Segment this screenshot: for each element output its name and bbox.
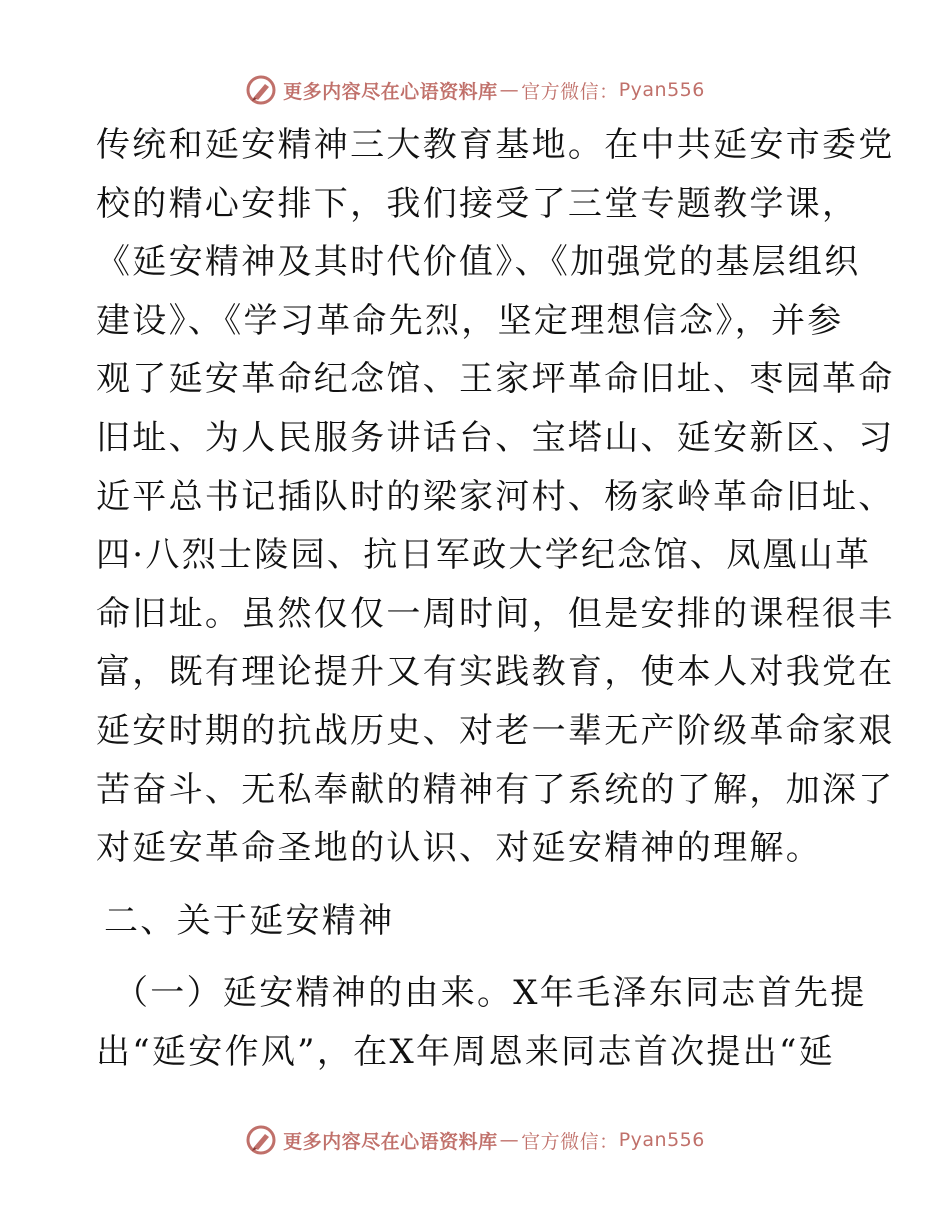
watermark-separator: — <box>499 79 520 101</box>
paragraph-line: 近平总书记插队时的梁家河村、杨家岭革命旧址、 <box>96 476 895 517</box>
paragraph-line: 延安时期的抗战历史、对老一辈无产阶级革命家艰 <box>96 710 895 751</box>
paragraph-line: 传统和延安精神三大教育基地。在中共延安市委党 <box>96 125 895 165</box>
watermark-wechat-id: Pyan556 <box>618 79 705 101</box>
footer-watermark <box>0 1120 950 1160</box>
section-heading: 二、关于延安精神 <box>104 900 395 941</box>
watermark-wechat-id: Pyan556 <box>618 1129 705 1151</box>
paragraph-line: 建设》、《学习革命先烈，坚定理想信念》，并参 <box>96 300 844 341</box>
paragraph-gap <box>96 878 856 892</box>
paragraph-line: 苦奋斗、无私奉献的精神有了系统的了解，加深了 <box>96 769 895 810</box>
paragraph-line: 校的精心安排下，我们接受了三堂专题教学课， <box>96 183 859 224</box>
watermark-separator: — <box>499 1129 520 1151</box>
paragraph-line: 四·八烈士陵园、抗日军政大学纪念馆、凤凰山革 <box>96 535 872 576</box>
paragraph-gap <box>96 950 856 964</box>
subsection-line: （一）延安精神的由来。X年毛泽东同志首先提 <box>114 973 867 1014</box>
paragraph-line: 对延安革命圣地的认识、对延安精神的理解。 <box>96 828 822 869</box>
watermark-wechat-label: 官方微信： <box>521 1130 619 1153</box>
paragraph-line: 富，既有理论提升又有实践教育，使本人对我党在 <box>96 652 895 693</box>
header-watermark <box>0 70 950 110</box>
paragraph-line: 旧址、为人民服务讲话台、宝塔山、延安新区、习 <box>96 417 895 458</box>
paragraph-line: 观了延安革命纪念馆、王家坪革命旧址、枣园革命 <box>96 359 895 400</box>
subsection-line: 出“延安作风”，在X年周恩来同志首次提出“延 <box>96 1031 835 1072</box>
watermark-site-text: 更多内容尽在心语资料库 <box>283 80 498 103</box>
watermark-site-text: 更多内容尽在心语资料库 <box>283 1130 498 1153</box>
pen-nib-circle-icon <box>245 1124 277 1156</box>
watermark-wechat-label: 官方微信： <box>521 80 619 103</box>
paragraph-line: 《延安精神及其时代价值》、《加强党的基层组织 <box>96 242 861 283</box>
pen-nib-circle-icon <box>245 74 277 106</box>
document-body <box>96 116 895 1082</box>
paragraph-line: 命旧址。虽然仅仅一周时间，但是安排的课程很丰 <box>96 593 895 634</box>
